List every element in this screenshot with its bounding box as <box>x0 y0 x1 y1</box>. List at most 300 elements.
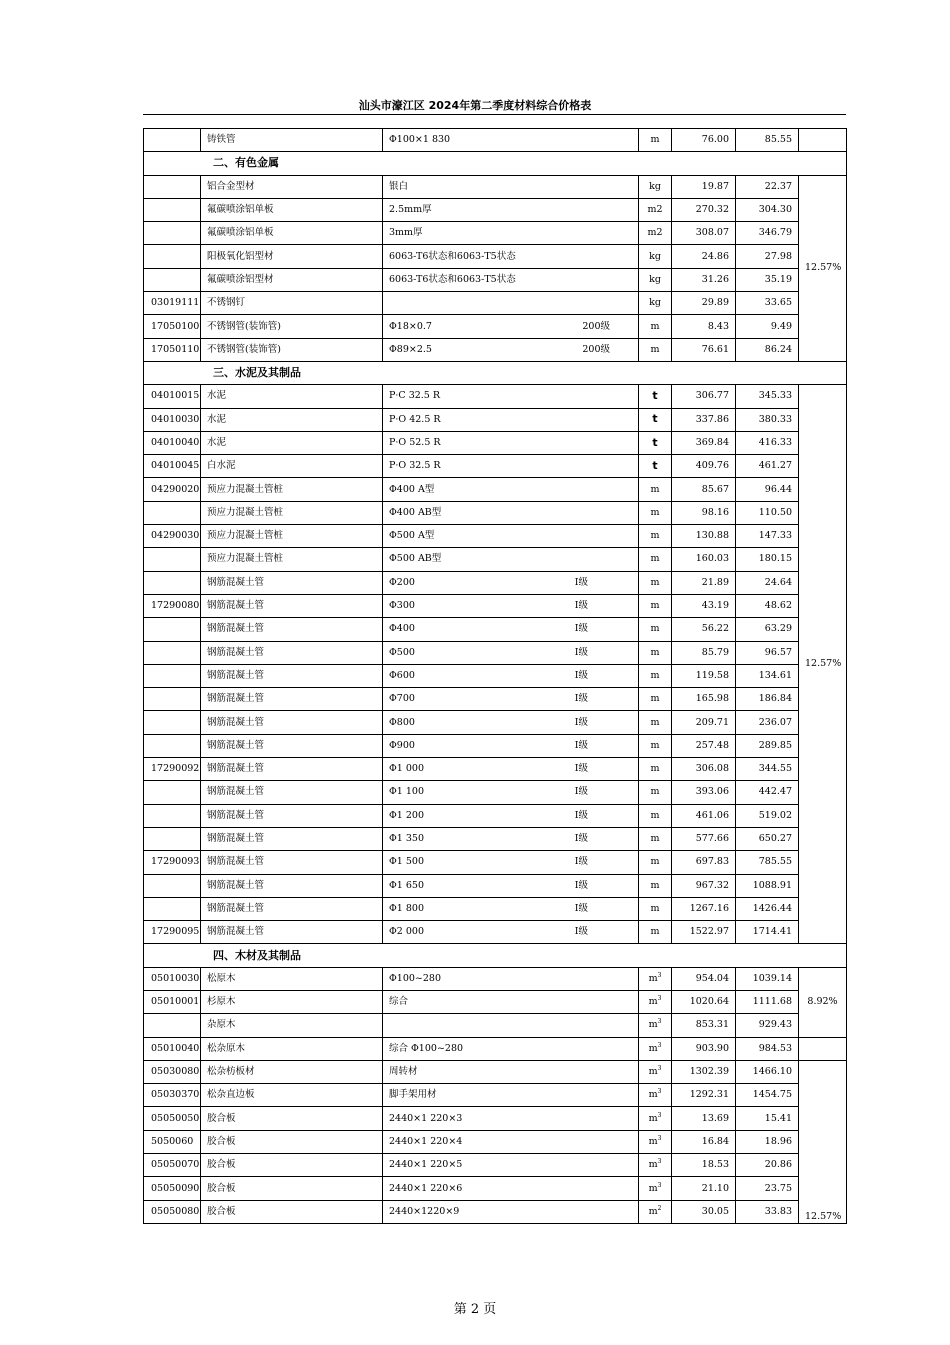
material-code <box>144 874 201 897</box>
base-price: 98.16 <box>672 501 736 524</box>
spec-text: 综合 Φ100~280 <box>389 1042 464 1054</box>
material-name: 水泥 <box>201 385 383 408</box>
spec-text: Φ89×2.5 <box>389 343 432 355</box>
base-price: 308.07 <box>672 222 736 245</box>
spec-text: Φ500 <box>389 646 415 658</box>
spec-text: Φ400 AB型 <box>389 506 442 518</box>
material-name: 钢筋混凝土管 <box>201 641 383 664</box>
material-code: 04290020 <box>144 478 201 501</box>
unit: $m^3$ <box>639 1177 672 1200</box>
unit-text: m <box>650 856 660 868</box>
material-name: 预应力混凝土管桩 <box>201 525 383 548</box>
material-spec <box>383 1107 639 1130</box>
table-row <box>144 548 847 571</box>
rate-cell: 8.92% <box>799 967 847 1037</box>
grade-text <box>588 973 632 985</box>
unit: $m^2$ <box>639 1200 672 1223</box>
grade-text <box>588 251 632 263</box>
material-code: 04010030 <box>144 408 201 431</box>
composite-price: 35.19 <box>736 268 799 291</box>
spec-text: 综合 <box>389 996 409 1008</box>
base-price: 337.86 <box>672 408 736 431</box>
grade-text <box>588 460 632 472</box>
spec-text: Φ2 000 <box>389 926 424 938</box>
table-row <box>144 268 847 291</box>
unit <box>639 455 672 478</box>
unit: $m^3$ <box>639 990 672 1013</box>
unit <box>639 315 672 338</box>
unit-text: t <box>652 435 658 449</box>
grade-text <box>588 437 632 449</box>
grade-text <box>588 553 632 565</box>
material-spec <box>383 571 639 594</box>
material-code <box>144 804 201 827</box>
material-name: 胶合板 <box>201 1130 383 1153</box>
material-code <box>144 198 201 221</box>
material-spec <box>383 594 639 617</box>
unit-text: m <box>648 1019 658 1031</box>
grade-text: Ⅰ级 <box>574 856 588 868</box>
material-name: 钢筋混凝土管 <box>201 758 383 781</box>
material-code <box>144 548 201 571</box>
composite-price: 24.64 <box>736 571 799 594</box>
material-code <box>144 781 201 804</box>
rate-cell <box>799 1037 847 1060</box>
composite-price: 147.33 <box>736 525 799 548</box>
unit: $m^3$ <box>639 967 672 990</box>
grade-text: Ⅰ级 <box>574 693 588 705</box>
composite-price: 1714.41 <box>736 921 799 944</box>
material-code: 17290080 <box>144 594 201 617</box>
unit <box>639 338 672 361</box>
material-spec <box>383 827 639 850</box>
grade-text <box>588 1089 632 1101</box>
unit <box>639 408 672 431</box>
composite-price: 63.29 <box>736 618 799 641</box>
material-spec <box>383 711 639 734</box>
material-code <box>144 711 201 734</box>
unit <box>639 198 672 221</box>
unit <box>639 921 672 944</box>
page-title: 汕头市濠江区 2024年第二季度材料综合价格表 <box>358 99 592 112</box>
spec-text: P·O 52.5 R <box>389 437 441 448</box>
composite-price: 1111.68 <box>736 990 799 1013</box>
spec-text: 2440×1 220×5 <box>389 1159 463 1171</box>
spec-text: Φ1 650 <box>389 879 424 891</box>
unit-text: m <box>650 716 660 728</box>
base-price: 306.77 <box>672 385 736 408</box>
table-row <box>144 571 847 594</box>
unit-text: m <box>650 833 660 845</box>
rate-cell: 12.57% <box>799 175 847 361</box>
material-code <box>144 571 201 594</box>
spec-text: Φ1 350 <box>389 833 424 845</box>
spec-text: 2.5mm厚 <box>389 204 432 216</box>
unit-text: m <box>648 1066 658 1078</box>
unit-text: kg <box>649 250 661 262</box>
unit <box>639 175 672 198</box>
spec-text: Φ1 200 <box>389 809 424 821</box>
composite-price: 344.55 <box>736 758 799 781</box>
grade-text: Ⅰ级 <box>574 646 588 658</box>
composite-price: 33.65 <box>736 292 799 315</box>
composite-price: 180.15 <box>736 548 799 571</box>
table-row <box>144 175 847 198</box>
unit-text: m <box>650 320 660 332</box>
base-price: 21.10 <box>672 1177 736 1200</box>
composite-price: 96.44 <box>736 478 799 501</box>
material-code <box>144 827 201 850</box>
material-spec <box>383 967 639 990</box>
unit-text: m <box>650 553 660 565</box>
spec-text: 2440×1 220×4 <box>389 1135 463 1147</box>
grade-text: 200级 <box>582 343 610 355</box>
grade-text <box>588 134 632 146</box>
composite-price: 186.84 <box>736 688 799 711</box>
composite-price: 461.27 <box>736 455 799 478</box>
composite-price: 416.33 <box>736 431 799 454</box>
table-row <box>144 874 847 897</box>
base-price: 43.19 <box>672 594 736 617</box>
base-price: 130.88 <box>672 525 736 548</box>
material-name: 不锈钢钉 <box>201 292 383 315</box>
table-row <box>144 1200 847 1223</box>
material-name: 胶合板 <box>201 1200 383 1223</box>
material-name: 氟碳喷涂铝单板 <box>201 198 383 221</box>
unit-text: m <box>650 763 660 775</box>
table-row <box>144 967 847 990</box>
composite-price: 22.37 <box>736 175 799 198</box>
material-code: 03019111 <box>144 292 201 315</box>
unit-text: t <box>652 458 658 472</box>
table-row <box>144 455 847 478</box>
material-name: 钢筋混凝土管 <box>201 618 383 641</box>
unit-text: m2 <box>647 227 663 239</box>
material-name: 杉原木 <box>201 990 383 1013</box>
table-row <box>144 408 847 431</box>
spec-text: Φ900 <box>389 739 415 751</box>
material-spec <box>383 1200 639 1223</box>
material-spec <box>383 431 639 454</box>
unit-text: m <box>648 1182 658 1194</box>
material-name: 杂原木 <box>201 1014 383 1037</box>
grade-text <box>588 1066 632 1078</box>
unit <box>639 711 672 734</box>
grade-text: 200级 <box>582 320 610 332</box>
grade-text <box>588 414 632 426</box>
composite-price: 48.62 <box>736 594 799 617</box>
composite-price: 9.49 <box>736 315 799 338</box>
base-price: 369.84 <box>672 431 736 454</box>
composite-price: 304.30 <box>736 198 799 221</box>
spec-text: 6063-T6状态和6063-T5状态 <box>389 273 516 285</box>
base-price: 119.58 <box>672 664 736 687</box>
material-spec <box>383 1177 639 1200</box>
rate-cell: 12.57% <box>799 1060 847 1223</box>
material-spec <box>383 478 639 501</box>
material-name: 钢筋混凝土管 <box>201 851 383 874</box>
material-spec <box>383 268 639 291</box>
material-spec <box>383 501 639 524</box>
material-code: 17050110 <box>144 338 201 361</box>
unit <box>639 804 672 827</box>
grade-text <box>588 1113 632 1125</box>
unit-text: m <box>648 1159 658 1171</box>
base-price: 30.05 <box>672 1200 736 1223</box>
spec-text: Φ700 <box>389 693 415 705</box>
grade-text: Ⅰ级 <box>574 902 588 914</box>
material-spec <box>383 641 639 664</box>
material-code: 17290093 <box>144 851 201 874</box>
table-row <box>144 1154 847 1177</box>
table-row <box>144 1177 847 1200</box>
unit <box>639 618 672 641</box>
material-name: 胶合板 <box>201 1154 383 1177</box>
grade-text: Ⅰ级 <box>574 739 588 751</box>
table-row <box>144 245 847 268</box>
material-name: 钢筋混凝土管 <box>201 711 383 734</box>
section-heading: 二、有色金属 <box>144 152 847 175</box>
grade-text: Ⅰ级 <box>574 576 588 588</box>
grade-text <box>588 1136 632 1148</box>
base-price: 1292.31 <box>672 1084 736 1107</box>
material-spec <box>383 1014 639 1037</box>
rate-cell: 12.57% <box>799 385 847 944</box>
base-price: 1302.39 <box>672 1060 736 1083</box>
base-price: 21.89 <box>672 571 736 594</box>
base-price: 270.32 <box>672 198 736 221</box>
composite-price: 27.98 <box>736 245 799 268</box>
composite-price: 1466.10 <box>736 1060 799 1083</box>
composite-price: 984.53 <box>736 1037 799 1060</box>
spec-text: 脚手架用材 <box>389 1089 437 1101</box>
spec-text: 2440×1220×9 <box>389 1205 460 1217</box>
rate-cell <box>799 129 847 152</box>
base-price: 409.76 <box>672 455 736 478</box>
table-row <box>144 1060 847 1083</box>
material-spec <box>383 781 639 804</box>
unit-text: m <box>648 1135 658 1147</box>
material-spec <box>383 385 639 408</box>
table-row <box>144 827 847 850</box>
base-price: 697.83 <box>672 851 736 874</box>
material-code: 17050100 <box>144 315 201 338</box>
unit <box>639 874 672 897</box>
table-row <box>144 990 847 1013</box>
grade-text <box>588 507 632 519</box>
material-code <box>144 245 201 268</box>
unit <box>639 431 672 454</box>
unit-text: m <box>650 576 660 588</box>
table-row <box>144 664 847 687</box>
grade-text <box>588 274 632 286</box>
unit: $m^3$ <box>639 1014 672 1037</box>
grade-text <box>588 530 632 542</box>
material-name: 钢筋混凝土管 <box>201 804 383 827</box>
material-spec <box>383 664 639 687</box>
material-spec <box>383 245 639 268</box>
material-spec <box>383 408 639 431</box>
base-price: 76.61 <box>672 338 736 361</box>
grade-text: Ⅰ级 <box>574 623 588 635</box>
material-code: 05030080 <box>144 1060 201 1083</box>
grade-text: Ⅰ级 <box>574 833 588 845</box>
unit <box>639 827 672 850</box>
unit-text: m <box>650 669 660 681</box>
composite-price: 346.79 <box>736 222 799 245</box>
material-code: 05010040 <box>144 1037 201 1060</box>
material-name: 水泥 <box>201 408 383 431</box>
unit <box>639 245 672 268</box>
material-spec <box>383 758 639 781</box>
material-code: 17290092 <box>144 758 201 781</box>
material-code: 04290030 <box>144 525 201 548</box>
unit-text: m <box>648 1042 658 1054</box>
grade-text <box>588 484 632 496</box>
unit-text: m <box>650 902 660 914</box>
material-code: 5050060 <box>144 1130 201 1153</box>
section-heading: 四、木材及其制品 <box>144 944 847 967</box>
material-name: 预应力混凝土管桩 <box>201 478 383 501</box>
spec-text: P·O 32.5 R <box>389 460 441 472</box>
composite-price: 1088.91 <box>736 874 799 897</box>
material-spec <box>383 688 639 711</box>
base-price: 85.79 <box>672 641 736 664</box>
grade-text <box>588 1206 632 1218</box>
table-row <box>144 734 847 757</box>
material-spec <box>383 1154 639 1177</box>
unit <box>639 758 672 781</box>
unit: $m^3$ <box>639 1107 672 1130</box>
base-price: 165.98 <box>672 688 736 711</box>
unit <box>639 688 672 711</box>
unit-text: m <box>650 134 660 146</box>
base-price: 31.26 <box>672 268 736 291</box>
grade-text <box>588 181 632 193</box>
grade-text: Ⅰ级 <box>574 926 588 938</box>
material-name: 钢筋混凝土管 <box>201 897 383 920</box>
material-spec <box>383 198 639 221</box>
base-price: 56.22 <box>672 618 736 641</box>
base-price: 461.06 <box>672 804 736 827</box>
material-code <box>144 641 201 664</box>
material-code: 05050070 <box>144 1154 201 1177</box>
table-row <box>144 129 847 152</box>
unit: $m^3$ <box>639 1154 672 1177</box>
material-name: 钢筋混凝土管 <box>201 827 383 850</box>
material-code <box>144 734 201 757</box>
material-code <box>144 222 201 245</box>
material-code <box>144 897 201 920</box>
unit-text: kg <box>649 180 661 192</box>
material-spec <box>383 292 639 315</box>
unit-text: m <box>650 646 660 658</box>
base-price: 954.04 <box>672 967 736 990</box>
composite-price: 85.55 <box>736 129 799 152</box>
unit <box>639 222 672 245</box>
unit <box>639 734 672 757</box>
base-price: 577.66 <box>672 827 736 850</box>
material-name: 胶合板 <box>201 1177 383 1200</box>
unit <box>639 664 672 687</box>
table-row <box>144 1014 847 1037</box>
unit-text: kg <box>649 297 661 309</box>
unit <box>639 641 672 664</box>
section-row <box>144 944 847 967</box>
material-name: 钢筋混凝土管 <box>201 921 383 944</box>
material-code: 05030370 <box>144 1084 201 1107</box>
composite-price: 519.02 <box>736 804 799 827</box>
table-row <box>144 1084 847 1107</box>
material-spec <box>383 1084 639 1107</box>
material-spec <box>383 851 639 874</box>
material-code <box>144 618 201 641</box>
material-name: 钢筋混凝土管 <box>201 594 383 617</box>
material-name: 胶合板 <box>201 1107 383 1130</box>
table-row <box>144 478 847 501</box>
material-code <box>144 501 201 524</box>
base-price: 19.87 <box>672 175 736 198</box>
material-spec <box>383 222 639 245</box>
material-name: 钢筋混凝土管 <box>201 734 383 757</box>
material-spec <box>383 990 639 1013</box>
spec-text: 银白 <box>389 180 409 192</box>
spec-text: Φ400 A型 <box>389 483 435 495</box>
material-name: 白水泥 <box>201 455 383 478</box>
price-table <box>143 128 847 1224</box>
base-price: 18.53 <box>672 1154 736 1177</box>
table-row <box>144 1130 847 1153</box>
spec-text: Φ1 100 <box>389 786 424 798</box>
table-row <box>144 315 847 338</box>
material-spec <box>383 548 639 571</box>
material-spec <box>383 338 639 361</box>
base-price: 76.00 <box>672 129 736 152</box>
table-row <box>144 781 847 804</box>
grade-text: Ⅰ级 <box>574 786 588 798</box>
spec-text: P·C 32.5 R <box>389 390 441 402</box>
spec-text: Φ1 500 <box>389 856 424 868</box>
spec-text: Φ500 A型 <box>389 530 435 542</box>
spec-text: Φ600 <box>389 669 415 681</box>
material-name: 松杂直边板 <box>201 1084 383 1107</box>
base-price: 1020.64 <box>672 990 736 1013</box>
base-price: 967.32 <box>672 874 736 897</box>
table-row <box>144 1107 847 1130</box>
spec-text: 周转材 <box>389 1066 418 1078</box>
unit-text: t <box>652 388 658 402</box>
material-code: 04010040 <box>144 431 201 454</box>
material-spec <box>383 804 639 827</box>
material-spec <box>383 618 639 641</box>
material-name: 不锈钢管(装饰管) <box>201 338 383 361</box>
unit <box>639 292 672 315</box>
spec-text: Φ100~280 <box>389 972 442 984</box>
base-price: 85.67 <box>672 478 736 501</box>
unit-text: t <box>652 412 658 426</box>
unit-text: m <box>650 879 660 891</box>
material-name: 钢筋混凝土管 <box>201 781 383 804</box>
table-row <box>144 1037 847 1060</box>
material-name: 阳极氧化铝型材 <box>201 245 383 268</box>
table-row <box>144 851 847 874</box>
grade-text <box>588 390 632 402</box>
section-row <box>144 152 847 175</box>
material-name: 氟碳喷涂铝型材 <box>201 268 383 291</box>
table-row <box>144 525 847 548</box>
table-row <box>144 385 847 408</box>
material-code <box>144 175 201 198</box>
